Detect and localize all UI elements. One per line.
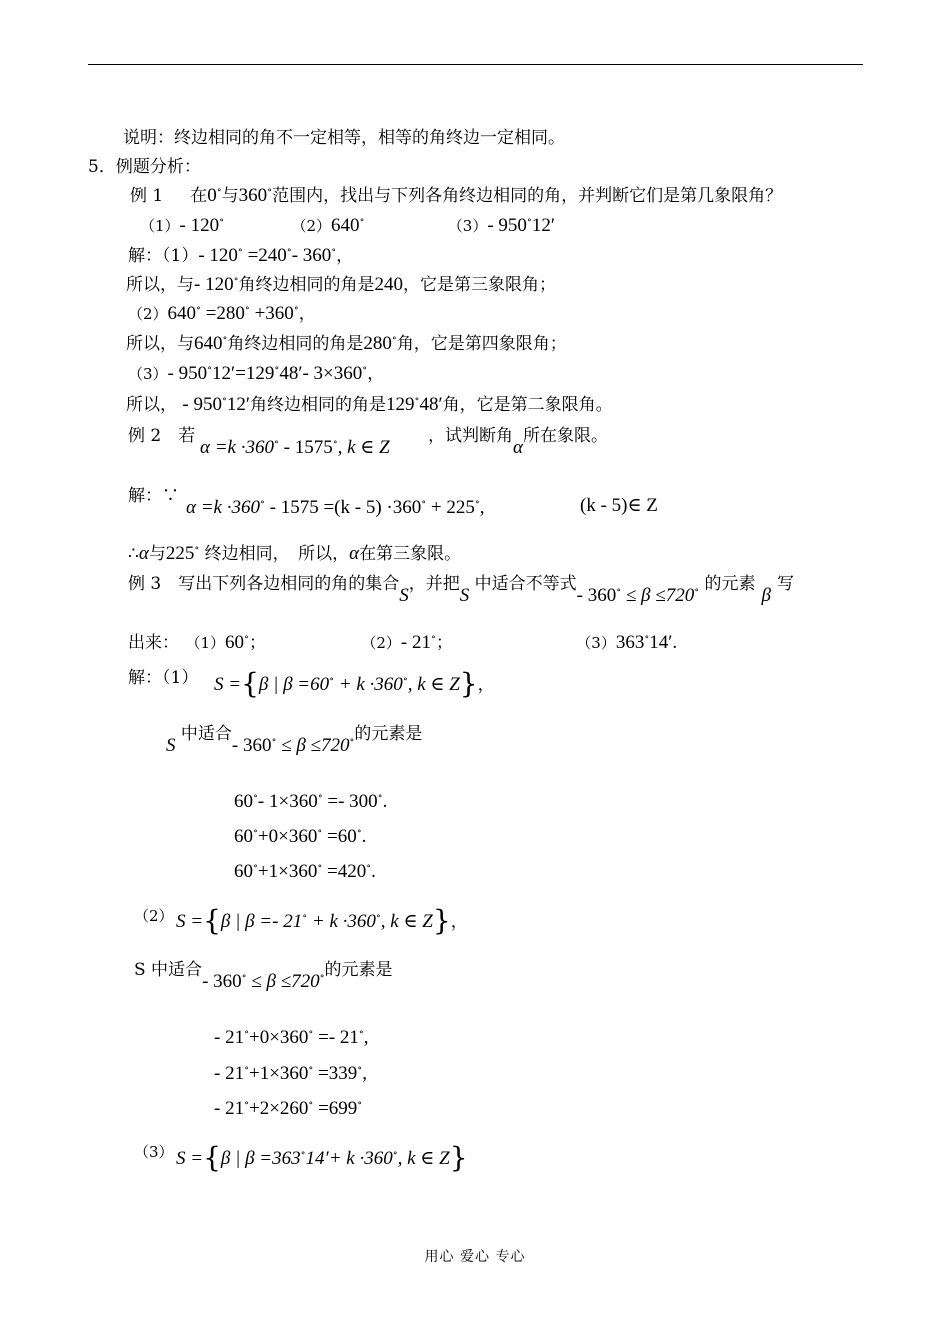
ex2-conclusion: ∴α与225∘ 终边相同， 所以，α在第三象限。 — [128, 543, 462, 564]
header-rule — [88, 64, 863, 65]
ex3-elem3: 60∘+1×360∘ =420∘. — [234, 861, 376, 882]
ex1-items: （1）- 120∘ （2）640∘ （3）- 950∘12′ — [140, 215, 555, 236]
ex3-in1: S 中适合- 360∘ ≤ β ≤720∘的元素是 — [166, 724, 423, 756]
ex1-res3: 所以， - 950∘12′角终边相同的角是129∘48′角，它是第二象限角。 — [126, 394, 613, 415]
ex2-sol-formula: α =k ·360∘ - 1575 =(k - 5) ·360∘ + 225∘, — [186, 497, 485, 518]
ex3-elem4: - 21∘+0×360∘ =- 21∘, — [214, 1027, 369, 1048]
ex3-sol1-label: 解：（1） — [128, 668, 199, 688]
page-footer: 用心 爱心 专心 — [424, 1249, 526, 1265]
ex3-sol3-label: （3） — [134, 1143, 174, 1161]
ex3-in2: S 中适合- 360∘ ≤ β ≤720∘的元素是 — [134, 960, 393, 992]
ex2-question: 例 2 若 — [128, 426, 196, 446]
ex2-question-tail: ，试判断角α所在象限。 — [428, 426, 608, 458]
ex1-sol1: 解：（1）- 120∘ =240∘- 360∘， — [128, 245, 354, 266]
ex3-sol2-label: （2） — [134, 907, 174, 925]
ex2-sol-condition: (k - 5)∈ Z — [580, 495, 658, 516]
note-line: 说明：终边相同的角不一定相等，相等的角终边一定相同。 — [123, 128, 565, 148]
ex3-items: 出来： （1）60∘； （2）- 21∘； （3）363∘14′. — [128, 632, 678, 653]
ex3-set2: S ={β | β =- 21∘ + k ·360∘, k ∈ Z}， — [176, 904, 468, 937]
ex1-question: 例 1 在0∘与360∘范围内，找出与下列各角终边相同的角，并判断它们是第几象限角？ — [130, 185, 783, 206]
ex3-elem5: - 21∘+1×360∘ =339∘, — [214, 1063, 367, 1084]
ex1-sol3: （3）- 950∘12′=129∘48′- 3×360∘， — [128, 363, 385, 384]
ex3-set3: S ={β | β =363∘14′+ k ·360∘, k ∈ Z} — [176, 1141, 468, 1174]
ex2-formula: α =k ·360∘ - 1575∘, k ∈ Z — [200, 437, 390, 458]
ex3-question: 例 3 写出下列各边相同的角的集合S，并把S 中适合不等式- 360∘ ≤ β ≤720∘ 的元素β写 — [128, 574, 794, 606]
ex1-sol2: （2）640∘ =280∘ +360∘， — [128, 303, 316, 324]
ex3-elem6: - 21∘+2×260∘ =699∘ — [214, 1098, 363, 1119]
ex3-elem1: 60∘- 1×360∘ =- 300∘. — [234, 791, 388, 812]
ex3-set1: S ={β | β =60∘ + k ·360∘, k ∈ Z}， — [214, 667, 495, 700]
ex3-elem2: 60∘+0×360∘ =60∘. — [234, 826, 367, 847]
ex1-res2: 所以，与640∘角终边相同的角是280∘角，它是第四象限角； — [126, 333, 567, 354]
section-heading: 5．例题分析： — [88, 157, 201, 177]
ex2-sol-label: 解：∵ — [128, 486, 179, 506]
ex1-res1: 所以，与- 120∘角终边相同的角是240，它是第三象限角； — [126, 274, 556, 295]
